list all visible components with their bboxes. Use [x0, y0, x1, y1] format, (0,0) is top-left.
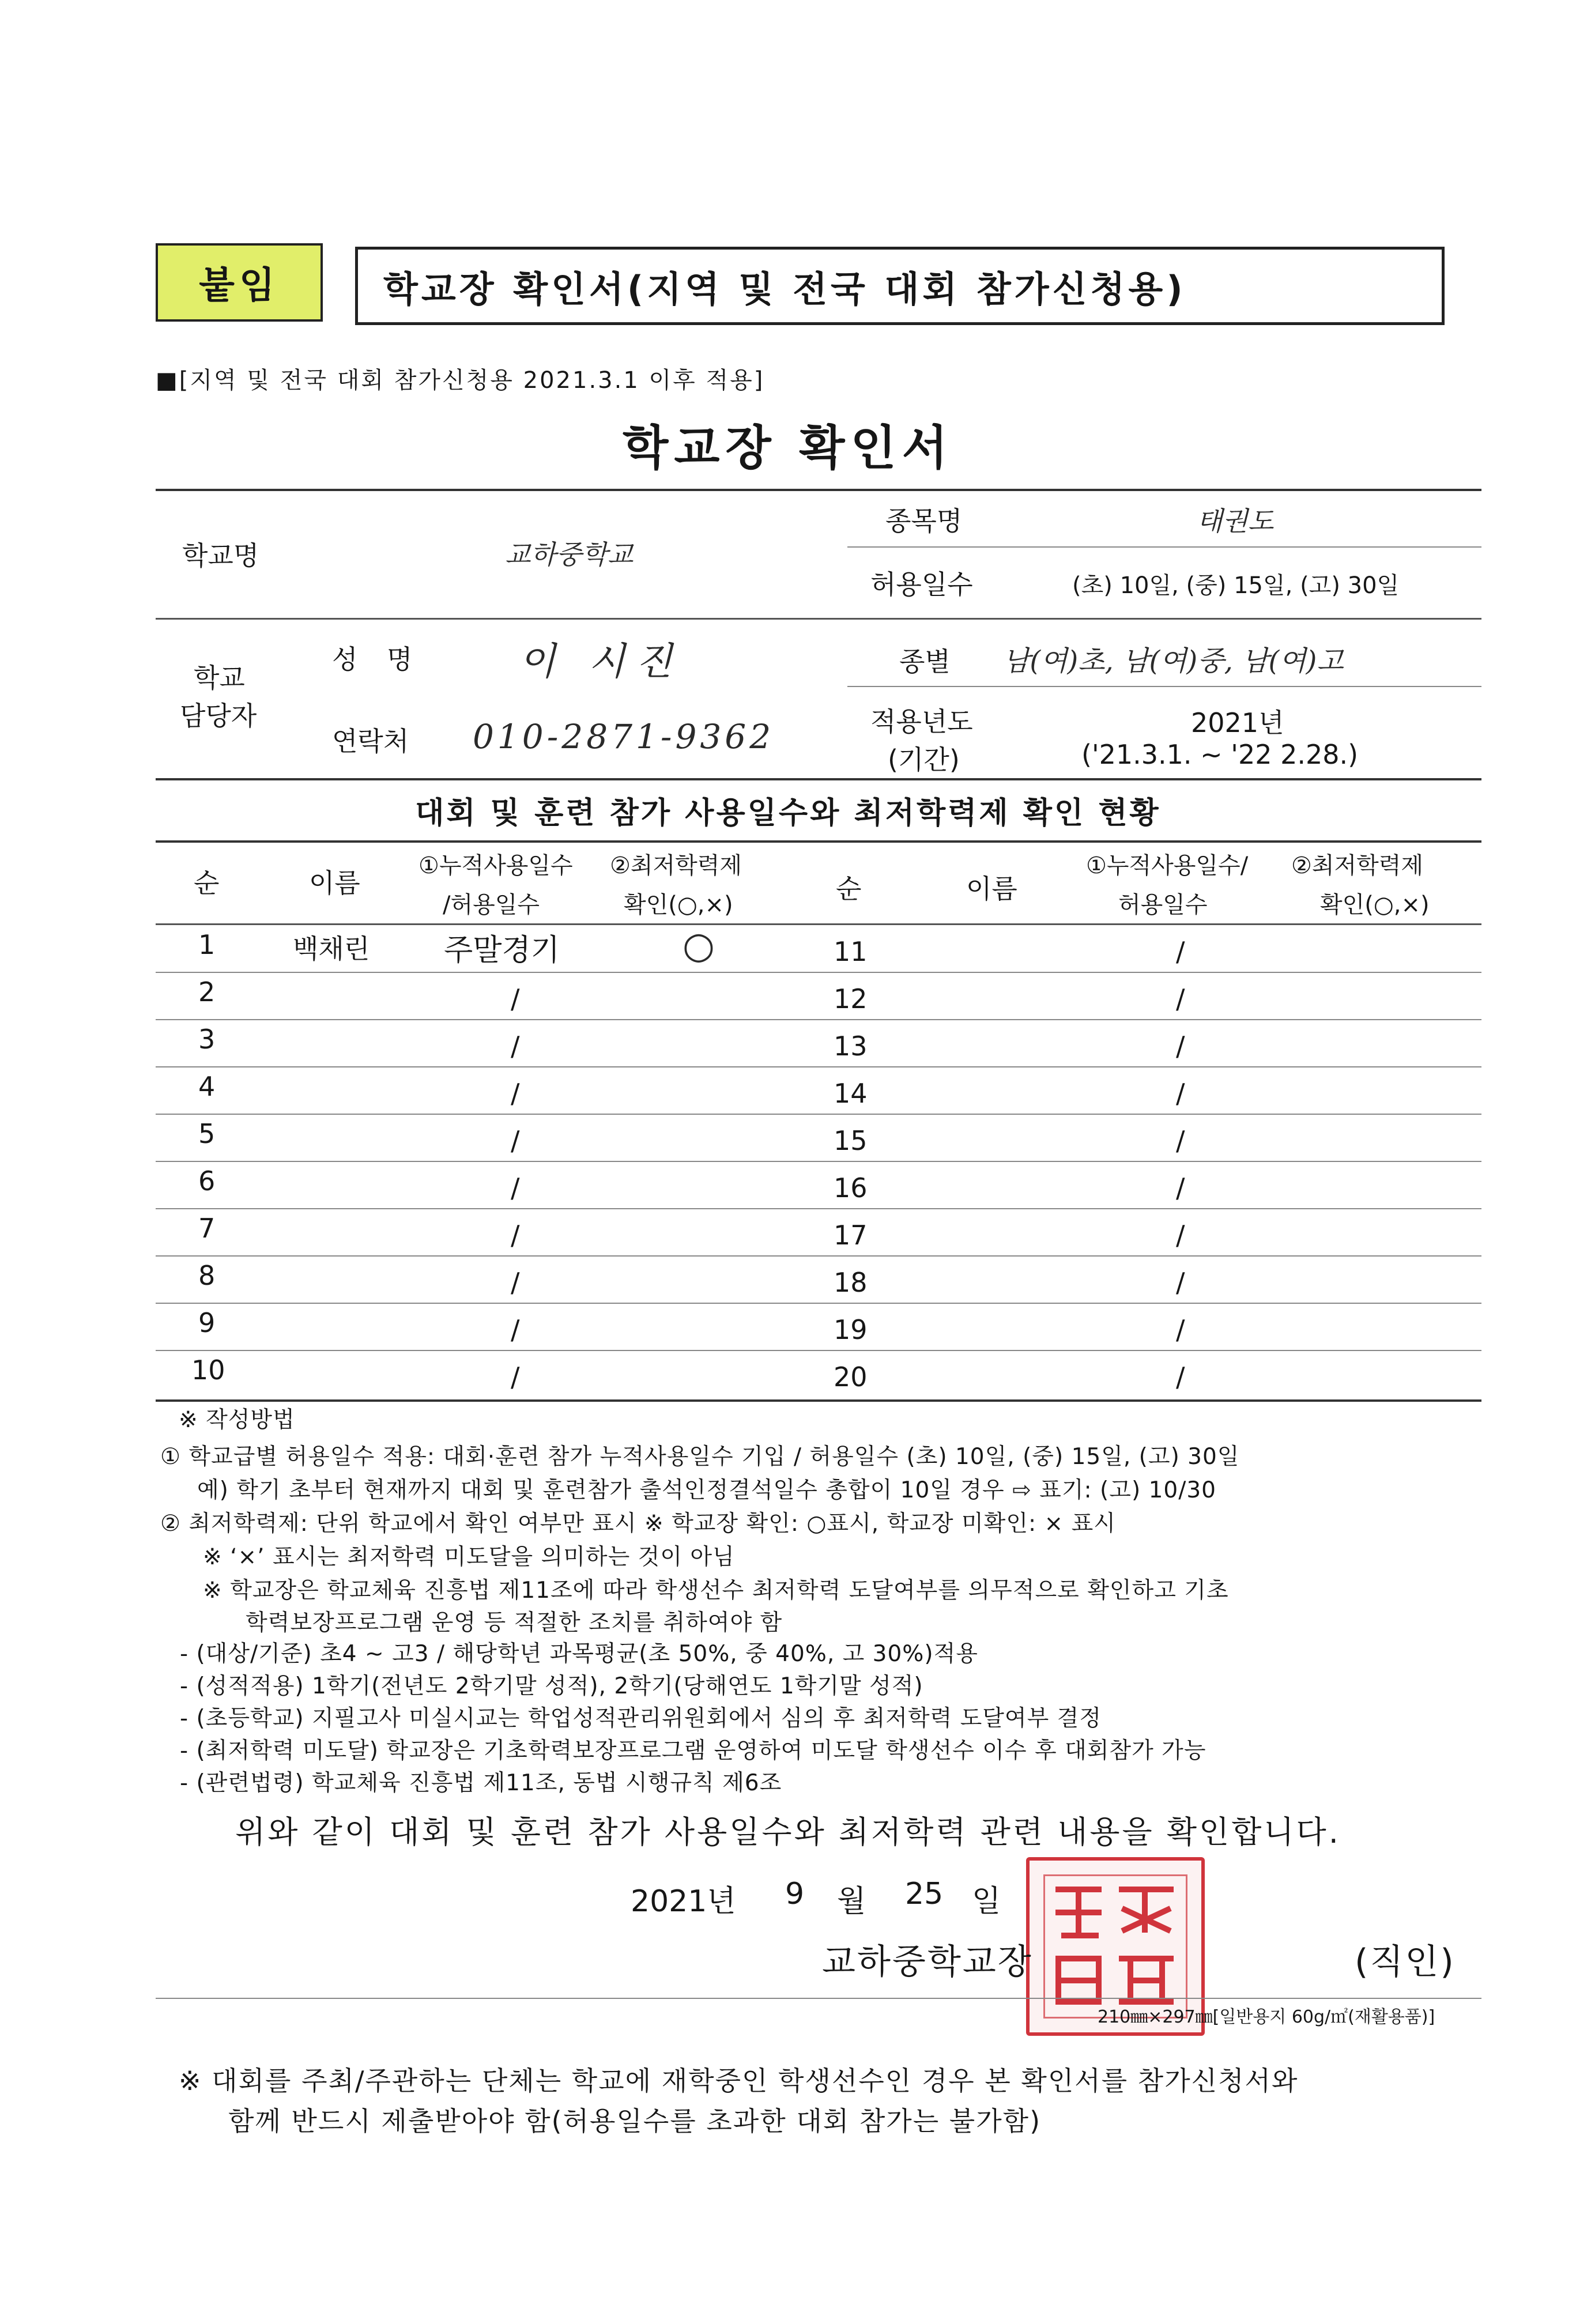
row-5-no-right: 15: [834, 1125, 868, 1156]
row-9-no-left: 9: [198, 1307, 216, 1338]
paper-spec: 210㎜×297㎜[일반용지 60g/㎡(재활용품)]: [1098, 2007, 1435, 2027]
row-2-days-left: /: [511, 983, 520, 1014]
row-2-days-right: /: [1176, 983, 1185, 1014]
row-rule: [156, 1208, 1481, 1209]
row-7-days-left: /: [511, 1220, 520, 1251]
row-6-days-left: /: [511, 1172, 520, 1204]
row-10-days-left: /: [511, 1361, 520, 1393]
year-label-2: (기간): [888, 744, 960, 775]
staff-label-1: 학교: [194, 662, 245, 693]
date-year: 2021년: [631, 1884, 736, 1919]
header-check-right-1: ②최저학력제: [1291, 852, 1424, 879]
contact-label: 연락처: [332, 726, 409, 757]
row-6-no-right: 16: [834, 1172, 868, 1204]
row-6-no-left: 6: [198, 1165, 216, 1197]
row-rule: [156, 1066, 1481, 1067]
year-value: 2021년: [1191, 707, 1284, 738]
header-no-right: 순: [836, 873, 862, 904]
note-3: ※ ‘×’ 표시는 최저학력 미도달을 의미하는 것이 아님: [203, 1544, 735, 1570]
row-5-days-right: /: [1176, 1125, 1185, 1156]
attachment-tag: 붙임: [156, 243, 323, 322]
row-8-no-left: 8: [198, 1260, 216, 1291]
school-label: 학교명: [182, 540, 259, 571]
applies-note: ■[지역 및 전국 대회 참가신청용 2021.3.1 이후 적용]: [156, 367, 765, 394]
row-8-days-left: /: [511, 1267, 520, 1298]
header-no-left: 순: [194, 867, 220, 899]
type-label: 종별: [899, 646, 951, 677]
note-7: - (초등학교) 지필고사 미실시교는 학업성적관리위원회에서 심의 후 최저학력 도달여부 결정: [180, 1706, 1102, 1731]
footer-rule: [156, 1998, 1481, 1999]
info-mid-rule: [156, 618, 1481, 620]
period-value: ('21.3.1. ~ '22 2.28.): [1081, 739, 1359, 770]
row-4-no-left: 4: [198, 1071, 216, 1102]
note-5: - (대상/기준) 초4 ~ 고3 / 해당학년 과목평균(초 50%, 중 40%, 고 30%)적용: [180, 1641, 978, 1667]
row-1-no-left: 1: [198, 929, 216, 960]
document-title: 학교장 확인서: [623, 421, 953, 476]
row-9-days-left: /: [511, 1314, 520, 1345]
seal-label: (직인): [1355, 1942, 1456, 1982]
info-bottom-rule: [156, 778, 1481, 780]
type-rule: [847, 686, 1481, 687]
table-bottom-rule: [156, 1399, 1481, 1402]
row-5-no-left: 5: [198, 1118, 216, 1149]
row-rule: [156, 1303, 1481, 1304]
row-10-days-right: /: [1176, 1361, 1185, 1393]
header-days-left-1: ①누적사용일수: [418, 852, 573, 879]
header-days-left-2: /허용일수: [443, 892, 540, 918]
row-9-days-right: /: [1176, 1314, 1185, 1345]
row-3-no-right: 13: [834, 1031, 868, 1062]
header-check-right-2: 확인(○,×): [1320, 892, 1430, 918]
header-title: 학교장 확인서(지역 및 전국 대회 참가신청용): [355, 247, 1445, 325]
row-10-no-left: 10: [191, 1355, 225, 1386]
row-rule: [156, 1350, 1481, 1351]
sport-rule: [847, 546, 1481, 548]
header-check-left-2: 확인(○,×): [624, 892, 733, 918]
date-day-unit: 일: [972, 1884, 1001, 1919]
row-rule: [156, 1019, 1481, 1020]
sport-label: 종목명: [885, 505, 963, 537]
row-8-days-right: /: [1176, 1267, 1185, 1298]
row-4-days-right: /: [1176, 1078, 1185, 1109]
note-8: - (최저학력 미도달) 학교장은 기초학력보장프로그램 운영하여 미도달 학생선수 이수 후 대회참가 가능: [180, 1738, 1206, 1764]
row-9-no-right: 19: [834, 1314, 868, 1345]
days-value: (초) 10일, (중) 15일, (고) 30일: [1072, 572, 1400, 599]
name-label: 성 명: [332, 644, 423, 675]
row-rule: [156, 1255, 1481, 1257]
days-label: 허용일수: [870, 569, 973, 600]
row-rule: [156, 1114, 1481, 1115]
row-1-no-right: 11: [834, 936, 868, 967]
row-3-days-right: /: [1176, 1031, 1185, 1062]
status-title: 대회 및 훈련 참가 사용일수와 최저학력제 확인 현황: [415, 796, 1161, 831]
note-2: ② 최저학력제: 단위 학교에서 확인 여부만 표시 ※ 학교장 확인: ○표시, 학교장 미확인: × 표시: [160, 1511, 1116, 1537]
row-rule: [156, 972, 1481, 973]
row-3-no-left: 3: [198, 1024, 216, 1055]
note-1b: 예) 학기 초부터 현재까지 대회 및 훈련참가 출석인정결석일수 총합이 10일 경우 ⇨ 표기: (고) 10/30: [197, 1477, 1216, 1503]
note-1: ① 학교급별 허용일수 적용: 대회·훈련 참가 누적사용일수 기입 / 허용일수 (초) 10일, (중) 15일, (고) 30일: [160, 1444, 1240, 1470]
sport-value: 태권도: [1197, 505, 1274, 537]
row-1-name-left: 백채린: [293, 933, 370, 964]
row-1-days-left: 주말경기: [444, 933, 560, 968]
row-8-no-right: 18: [834, 1267, 868, 1298]
row-1-days-right: /: [1176, 936, 1185, 967]
row-5-days-left: /: [511, 1125, 520, 1156]
footer-note-2: 함께 반드시 제출받아야 함(허용일수를 초과한 대회 참가는 불가함): [228, 2106, 1042, 2137]
note-9: - (관련법령) 학교체육 진흥법 제11조, 동법 시행규칙 제6조: [180, 1770, 782, 1796]
row-10-no-right: 20: [834, 1361, 868, 1393]
staff-label-2: 담당자: [180, 700, 257, 731]
row-7-no-right: 17: [834, 1220, 868, 1251]
header-name-left: 이름: [309, 867, 360, 899]
date-day: 25: [905, 1877, 944, 1911]
header-days-right-2: 허용일수: [1118, 892, 1208, 918]
row-2-no-left: 2: [198, 976, 216, 1008]
row-1-check-left: ○: [683, 925, 715, 967]
table-top-rule: [156, 840, 1481, 843]
notes-heading: ※ 작성방법: [179, 1407, 295, 1433]
row-rule: [156, 1161, 1481, 1162]
table-header-rule: [156, 923, 1481, 925]
info-top-rule: [156, 489, 1481, 491]
date-month: 9: [785, 1877, 805, 1911]
header-name-right: 이름: [966, 873, 1017, 904]
row-7-no-left: 7: [198, 1213, 216, 1244]
row-4-days-left: /: [511, 1078, 520, 1109]
year-label-1: 적용년도: [870, 706, 973, 737]
footer-note-1: ※ 대회를 주최/주관하는 단체는 학교에 재학중인 학생선수인 경우 본 확인서를 참가신청서와: [179, 2065, 1299, 2096]
row-2-no-right: 12: [834, 983, 868, 1014]
school-value: 교하중학교: [505, 539, 634, 570]
note-4: ※ 학교장은 학교체육 진흥법 제11조에 따라 학생선수 최저학력 도달여부를 의무적으로 확인하고 기초: [203, 1578, 1229, 1604]
type-value: 남(여)초, 남(여)중, 남(여)고: [1003, 645, 1344, 677]
row-6-days-right: /: [1176, 1172, 1185, 1204]
note-4b: 학력보장프로그램 운영 등 적절한 조치를 취하여야 함: [246, 1610, 783, 1636]
row-4-no-right: 14: [834, 1078, 868, 1109]
header-days-right-1: ①누적사용일수/: [1086, 852, 1249, 879]
principal-name: 교하중학교장: [822, 1942, 1033, 1982]
row-7-days-right: /: [1176, 1220, 1185, 1251]
header-check-left-1: ②최저학력제: [610, 852, 742, 879]
row-3-days-left: /: [511, 1031, 520, 1062]
name-value: 이 시진: [519, 639, 683, 684]
contact-value: 010-2871-9362: [473, 717, 775, 756]
note-6: - (성적적용) 1학기(전년도 2학기말 성적), 2학기(당해연도 1학기말 성적): [180, 1673, 923, 1699]
date-month-unit: 월: [837, 1884, 866, 1919]
confirm-text: 위와 같이 대회 및 훈련 참가 사용일수와 최저학력 관련 내용을 확인합니다.: [235, 1814, 1341, 1850]
